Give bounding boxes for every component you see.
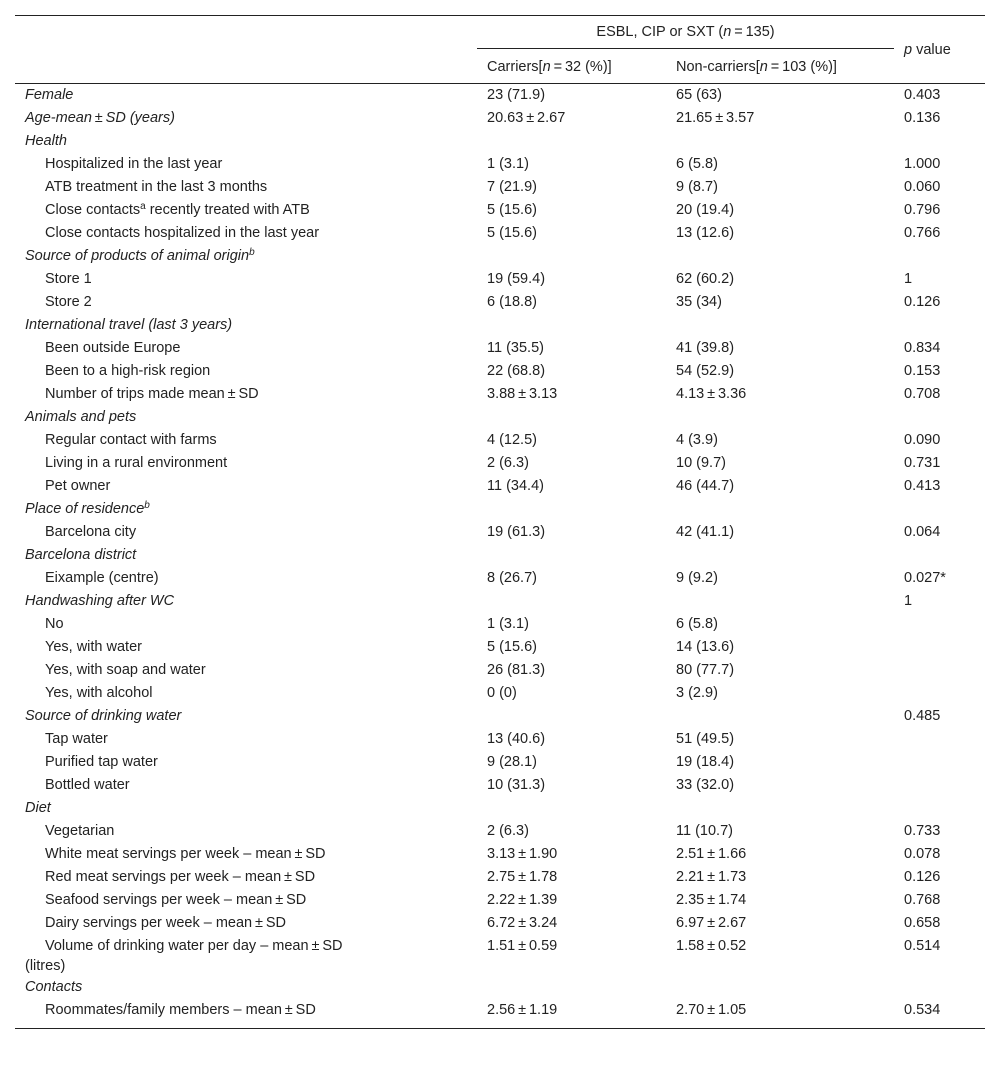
row-label-text: Hospitalized in the last year [45, 156, 223, 172]
row-label [15, 452, 477, 475]
row-label [15, 498, 477, 521]
row-label [15, 544, 477, 567]
row-label [15, 912, 477, 935]
p-value-cell: 0.731 [904, 455, 941, 471]
table-row [15, 728, 985, 751]
row-label [15, 682, 477, 705]
p-value-cell: 0.766 [904, 225, 941, 241]
noncarriers-cell: 65 (63) [676, 87, 722, 103]
noncarriers-cell [666, 705, 894, 728]
noncarriers-cell: 54 (52.9) [676, 363, 735, 379]
p-value-cell: 0.733 [904, 823, 941, 839]
carriers-cell: 3.88 ± 3.13 [487, 386, 558, 402]
row-label [15, 935, 477, 976]
row-label-text: Dairy servings per week – mean ± SD [45, 915, 287, 931]
table-row [15, 636, 985, 659]
p-value-header-rest: value [912, 41, 951, 58]
p-value-cell: 1 [904, 271, 913, 287]
table-body [15, 84, 985, 1029]
p-value-cell: 0.485 [904, 708, 941, 724]
table-row [15, 498, 985, 521]
carriers-cell: 11 (34.4) [487, 478, 544, 494]
group-header-n: n [723, 24, 732, 40]
carriers-cell: 11 (35.5) [487, 340, 544, 356]
p-value-cell [894, 544, 985, 567]
noncarriers-cell [666, 406, 894, 429]
table-row [15, 521, 985, 544]
row-label [15, 429, 477, 452]
carriers-cell: 8 (26.7) [487, 570, 537, 586]
table-row [15, 337, 985, 360]
p-value-header [894, 16, 985, 84]
table-row [15, 130, 985, 153]
row-label-text: Age-mean ± SD (years) [25, 110, 175, 126]
row-label-text: Seafood servings per week – mean ± SD [45, 892, 307, 908]
p-value-cell: 0.060 [904, 179, 941, 195]
row-label [15, 107, 477, 130]
row-label [15, 130, 477, 153]
noncarriers-cell: 80 (77.7) [676, 662, 735, 678]
table-row [15, 245, 985, 268]
p-value-cell: 0.658 [904, 915, 941, 931]
noncarriers-cell: 19 (18.4) [676, 754, 735, 770]
noncarriers-cell: 4 (3.9) [676, 432, 718, 448]
table-row [15, 866, 985, 889]
carriers-cell: 7 (21.9) [487, 179, 537, 195]
row-label-text: Animals and pets [25, 409, 137, 425]
group-header-suffix: = 135) [731, 24, 775, 40]
carriers-cell: 5 (15.6) [487, 225, 537, 241]
p-value-cell: 0.834 [904, 340, 941, 356]
table-row [15, 912, 985, 935]
row-label-text: Purified tap water [45, 754, 158, 770]
row-label-text: Red meat servings per week – mean ± SD [45, 869, 316, 885]
noncarriers-cell: 2.35 ± 1.74 [676, 892, 747, 908]
row-label [15, 866, 477, 889]
p-value-cell: 0.090 [904, 432, 941, 448]
carriers-cell: 1 (3.1) [487, 156, 529, 172]
p-value-cell: 0.796 [904, 202, 941, 218]
carriers-cell: 5 (15.6) [487, 202, 537, 218]
carriers-cell: 4 (12.5) [487, 432, 537, 448]
carriers-cell [477, 130, 666, 153]
noncarriers-cell: 6 (5.8) [676, 156, 718, 172]
noncarriers-cell: 13 (12.6) [676, 225, 735, 241]
footnote-marker: b [249, 247, 255, 258]
table-row [15, 314, 985, 337]
p-value-cell [894, 245, 985, 268]
p-value-cell: 0.027* [904, 570, 946, 586]
carriers-cell [477, 976, 666, 999]
row-label-text: Roommates/family members – mean ± SD [45, 1002, 316, 1018]
p-value-cell: 0.708 [904, 386, 941, 402]
table-row [15, 774, 985, 797]
row-label [15, 705, 477, 728]
carriers-cell: 13 (40.6) [487, 731, 546, 747]
noncarriers-cell: 6 (5.8) [676, 616, 718, 632]
p-value-cell [894, 659, 985, 682]
carriers-cell: 26 (81.3) [487, 662, 546, 678]
carriers-cell [477, 245, 666, 268]
carriers-cell: 3.13 ± 1.90 [487, 846, 558, 862]
table-row [15, 682, 985, 705]
noncarriers-cell [666, 544, 894, 567]
p-value-cell [894, 976, 985, 999]
noncarriers-cell: 21.65 ± 3.57 [676, 110, 755, 126]
row-label-text: Contacts [25, 979, 83, 995]
noncarriers-cell [666, 245, 894, 268]
table-row [15, 590, 985, 613]
characteristics-table [15, 15, 985, 1029]
row-label [15, 613, 477, 636]
noncarriers-cell: 2.51 ± 1.66 [676, 846, 747, 862]
row-label [15, 590, 477, 613]
noncarriers-cell: 14 (13.6) [676, 639, 735, 655]
row-label-text: Been outside Europe [45, 340, 181, 356]
p-value-cell: 0.413 [904, 478, 941, 494]
row-label-text: ATB treatment in the last 3 months [45, 179, 268, 195]
row-label-text: Store 1 [45, 271, 92, 287]
noncarriers-cell [666, 590, 894, 613]
footnote-marker: b [144, 500, 150, 511]
p-value-cell: 0.403 [904, 87, 941, 103]
carriers-header-b: = 32 (%)] [550, 59, 612, 75]
row-label-text: Yes, with soap and water [45, 662, 206, 678]
carriers-cell: 2 (6.3) [487, 455, 529, 471]
group-header [477, 16, 894, 49]
row-label [15, 567, 477, 590]
p-value-cell [894, 613, 985, 636]
carriers-cell: 19 (61.3) [487, 524, 546, 540]
row-label [15, 222, 477, 245]
carriers-cell [477, 797, 666, 820]
carriers-cell [477, 314, 666, 337]
row-label-text-cont: recently treated with ATB [145, 202, 310, 218]
row-label [15, 636, 477, 659]
noncarriers-cell: 20 (19.4) [676, 202, 735, 218]
row-label-text: White meat servings per week – mean ± SD [45, 846, 326, 862]
table-row [15, 544, 985, 567]
noncarriers-cell: 33 (32.0) [676, 777, 735, 793]
table-row [15, 360, 985, 383]
carriers-cell [477, 705, 666, 728]
row-label-text: Eixample (centre) [45, 570, 159, 586]
table-container [15, 15, 985, 1029]
carriers-cell: 2.56 ± 1.19 [477, 999, 666, 1029]
table-row [15, 452, 985, 475]
row-label-text: Bottled water [45, 777, 130, 793]
noncarriers-cell: 2.70 ± 1.05 [666, 999, 894, 1029]
carriers-cell: 2.75 ± 1.78 [487, 869, 558, 885]
noncarriers-cell: 10 (9.7) [676, 455, 726, 471]
row-label-text: Regular contact with farms [45, 432, 217, 448]
table-row [15, 153, 985, 176]
row-label-text: Source of products of animal origin [25, 248, 250, 264]
carriers-cell: 10 (31.3) [487, 777, 546, 793]
carriers-cell [477, 544, 666, 567]
row-label [15, 337, 477, 360]
p-value-cell: 0.136 [904, 110, 941, 126]
carriers-cell: 23 (71.9) [487, 87, 546, 103]
table-header [15, 16, 985, 84]
noncarriers-cell: 9 (9.2) [676, 570, 718, 586]
row-label [15, 199, 477, 222]
p-value-cell: 0.078 [904, 846, 941, 862]
row-label-text: Diet [25, 800, 51, 816]
carriers-cell: 19 (59.4) [487, 271, 546, 287]
table-row [15, 84, 985, 108]
table-row [15, 889, 985, 912]
row-label-text: Barcelona district [25, 547, 137, 563]
p-value-cell: 0.534 [894, 999, 985, 1029]
p-value-cell: 0.514 [904, 938, 941, 954]
p-value-cell [894, 498, 985, 521]
table-row [15, 797, 985, 820]
row-label [15, 521, 477, 544]
noncarriers-cell [666, 130, 894, 153]
carriers-header-n: n [542, 59, 551, 75]
carriers-cell: 9 (28.1) [487, 754, 537, 770]
row-label-text: Number of trips made mean ± SD [45, 386, 259, 402]
noncarriers-cell: 3 (2.9) [676, 685, 718, 701]
row-label [15, 406, 477, 429]
row-label [15, 976, 477, 999]
table-row [15, 429, 985, 452]
carriers-cell: 6 (18.8) [487, 294, 537, 310]
row-label [15, 268, 477, 291]
noncarriers-header-a: Non-carriers[ [676, 59, 760, 75]
row-label [15, 314, 477, 337]
p-value-cell [894, 406, 985, 429]
p-value-cell [894, 636, 985, 659]
table-row [15, 176, 985, 199]
carriers-cell: 2 (6.3) [487, 823, 529, 839]
row-label-text: Female [25, 87, 74, 103]
table-row [15, 705, 985, 728]
row-label-text: International travel (last 3 years) [25, 317, 233, 333]
p-value-cell: 1 [904, 593, 913, 609]
noncarriers-cell [666, 498, 894, 521]
p-value-cell [894, 682, 985, 705]
p-value-cell [894, 728, 985, 751]
table-row [15, 222, 985, 245]
row-label [15, 153, 477, 176]
row-label [15, 475, 477, 498]
noncarriers-cell: 9 (8.7) [676, 179, 718, 195]
table-row [15, 613, 985, 636]
p-value-cell: 0.126 [904, 869, 941, 885]
carriers-header [477, 49, 666, 84]
table-row [15, 199, 985, 222]
carriers-cell: 6.72 ± 3.24 [487, 915, 558, 931]
p-value-cell: 0.064 [904, 524, 941, 540]
row-label-line2: (litres) [25, 958, 66, 974]
noncarriers-header-b: = 103 (%)] [767, 59, 837, 75]
carriers-cell: 0 (0) [487, 685, 517, 701]
row-label-text: Pet owner [45, 478, 111, 494]
carriers-cell [477, 498, 666, 521]
noncarriers-cell [666, 976, 894, 999]
row-label [15, 84, 477, 108]
row-label-text: Close contacts hospitalized in the last year [45, 225, 320, 241]
p-value-cell: 0.153 [904, 363, 941, 379]
row-label [15, 383, 477, 406]
row-label [15, 999, 477, 1029]
row-label-text: Yes, with alcohol [45, 685, 153, 701]
table-row [15, 751, 985, 774]
p-value-cell [894, 130, 985, 153]
row-label-text: Been to a high-risk region [45, 363, 211, 379]
group-header-prefix: ESBL, CIP or SXT ( [596, 24, 724, 40]
table-row [15, 843, 985, 866]
carriers-cell: 20.63 ± 2.67 [487, 110, 566, 126]
table-row [15, 976, 985, 999]
header-blank-cell [15, 16, 477, 84]
noncarriers-cell: 2.21 ± 1.73 [676, 869, 747, 885]
row-label-text: Source of drinking water [25, 708, 182, 724]
table-row [15, 291, 985, 314]
table-row [15, 475, 985, 498]
row-label-text: No [45, 616, 64, 632]
carriers-cell [477, 406, 666, 429]
noncarriers-cell: 1.58 ± 0.52 [676, 938, 747, 954]
carriers-cell: 22 (68.8) [487, 363, 546, 379]
row-label-text: Handwashing after WC [25, 593, 175, 609]
noncarriers-cell: 51 (49.5) [676, 731, 735, 747]
table-row [15, 268, 985, 291]
row-label [15, 774, 477, 797]
noncarriers-cell: 42 (41.1) [676, 524, 735, 540]
table-row [15, 820, 985, 843]
row-label-text: Barcelona city [45, 524, 137, 540]
row-label [15, 291, 477, 314]
p-value-cell: 0.126 [904, 294, 941, 310]
row-label-text: Vegetarian [45, 823, 115, 839]
noncarriers-cell: 6.97 ± 2.67 [676, 915, 747, 931]
noncarriers-header [666, 49, 894, 84]
row-label [15, 360, 477, 383]
row-label-text: Close contacts [45, 202, 141, 218]
carriers-cell: 1 (3.1) [487, 616, 529, 632]
row-label [15, 751, 477, 774]
p-value-cell [894, 751, 985, 774]
p-value-cell [894, 774, 985, 797]
carriers-header-a: Carriers[ [487, 59, 543, 75]
table-row [15, 567, 985, 590]
row-label [15, 245, 477, 268]
p-value-header-p: p [904, 41, 913, 58]
noncarriers-cell [666, 314, 894, 337]
row-label-text: Living in a rural environment [45, 455, 228, 471]
noncarriers-cell: 4.13 ± 3.36 [676, 386, 747, 402]
row-label-text: Health [25, 133, 67, 149]
row-label [15, 176, 477, 199]
p-value-cell: 0.768 [904, 892, 941, 908]
footnote-marker: a [140, 201, 146, 212]
table-row [15, 935, 985, 976]
carriers-cell: 2.22 ± 1.39 [487, 892, 558, 908]
carriers-cell: 1.51 ± 0.59 [487, 938, 558, 954]
table-row [15, 107, 985, 130]
noncarriers-cell: 11 (10.7) [676, 823, 733, 839]
noncarriers-cell: 35 (34) [676, 294, 722, 310]
row-label [15, 728, 477, 751]
row-label-text: Volume of drinking water per day – mean ± SD [45, 938, 343, 954]
row-label-text: Place of residence [25, 501, 145, 517]
table-row [15, 659, 985, 682]
row-label [15, 889, 477, 912]
noncarriers-cell [666, 797, 894, 820]
row-label [15, 820, 477, 843]
p-value-cell [894, 314, 985, 337]
row-label [15, 659, 477, 682]
row-label [15, 797, 477, 820]
noncarriers-cell: 62 (60.2) [676, 271, 735, 287]
carriers-cell [477, 590, 666, 613]
noncarriers-cell: 46 (44.7) [676, 478, 735, 494]
row-label-text: Tap water [45, 731, 108, 747]
p-value-cell [894, 797, 985, 820]
row-label-text: Store 2 [45, 294, 92, 310]
row-label [15, 843, 477, 866]
table-row [15, 406, 985, 429]
noncarriers-cell: 41 (39.8) [676, 340, 735, 356]
row-label-text: Yes, with water [45, 639, 142, 655]
carriers-cell: 5 (15.6) [487, 639, 537, 655]
table-row [15, 999, 985, 1029]
table-row [15, 383, 985, 406]
p-value-cell: 1.000 [904, 156, 941, 172]
noncarriers-header-n: n [759, 59, 768, 75]
